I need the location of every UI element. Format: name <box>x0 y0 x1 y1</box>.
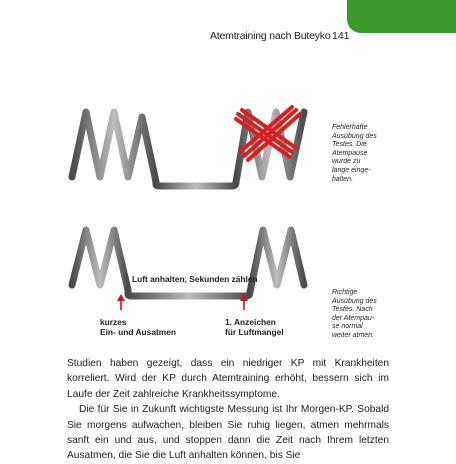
arrow-up-icon-left <box>117 294 125 310</box>
paragraph-2: Die für Sie in Zukunft wichtigste Messung ist Ihr Morgen-KP. Sobald Sie morgens aufwachen, bleiben Sie ruhig liegen, atmen mehrmals sanft ein und aus, und stoppen dann die Zeit nach Ihrem letzten Ausatmen, die Sie die Luft anhalten können, bis Sie <box>67 404 389 462</box>
incorrect-breathing-wave <box>72 112 304 186</box>
running-header <box>210 30 350 42</box>
caption-incorrect: Fehlerhafte Ausübung des Testes. Die Atempause wurde zu lange einge- halten. <box>332 124 377 183</box>
chapter-tab <box>347 0 456 33</box>
label-first-sign-line2: für Luftmangel <box>225 327 284 337</box>
correct-breathing-wave <box>72 230 304 296</box>
label-short-breath-line2: Ein- und Ausatmen <box>100 327 176 337</box>
paragraph-1: Studien haben gezeigt, dass ein niedriger KP mit Krankheiten korreliert. Wird der KP durch Atemtraining erhöht, bessern sich im Laufe der Zeit zahlreiche Krankheitssymptome. <box>67 358 389 400</box>
breathing-diagram <box>60 82 320 342</box>
label-hold-breath: Luft anhalten, Sekunden zählen <box>132 274 258 284</box>
label-short-breath-line1: kurzes <box>100 317 127 327</box>
label-first-sign-line1: 1. Anzeichen <box>225 317 276 327</box>
header-title: Atemtraining nach Buteyko <box>210 30 331 42</box>
caption-correct: Richtige Ausübung des Testes. Nach der Atempau- se normal weiter atmen. <box>332 289 377 339</box>
body-text <box>67 356 389 464</box>
page-number: 141 <box>332 30 350 42</box>
